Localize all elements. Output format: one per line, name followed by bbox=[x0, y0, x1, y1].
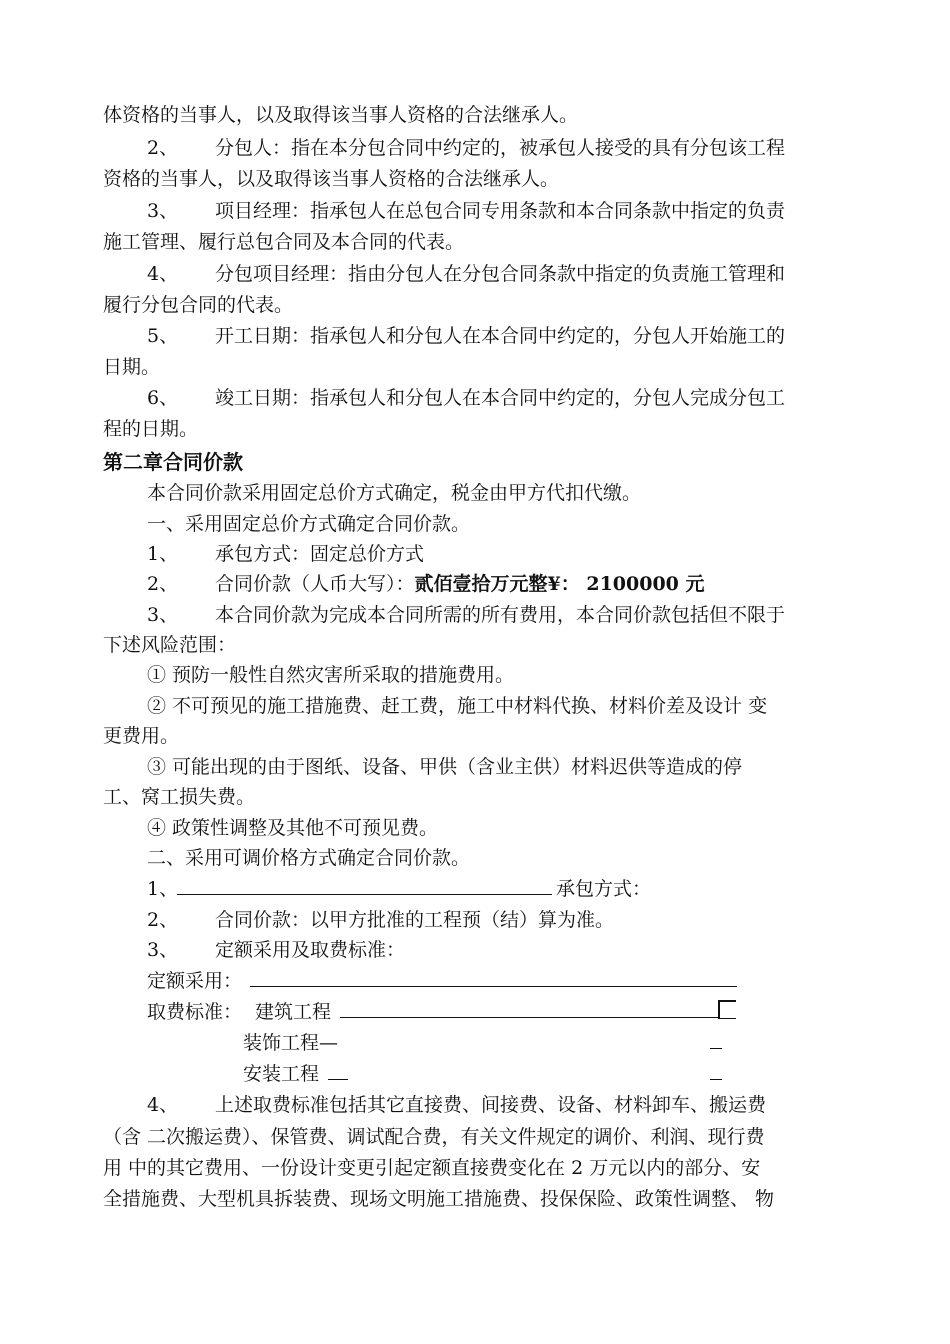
blank-underline bbox=[177, 876, 552, 895]
contract-amount: 贰佰壹拾万元整¥： 2100000 元 bbox=[414, 573, 705, 595]
blank-underline bbox=[710, 1061, 722, 1080]
bracket-mark bbox=[718, 1000, 736, 1019]
document-page: 体资格的当事人，以及取得该当事人资格的合法继承人。 2、 分包人：指在本分包合同中约定的，被承包人接受的具有分包该工程 资格的当事人，以及取得该当事人资格的合法继承人。 3、 项目经理：指承包人在总包合同专用条款和本合同条款中指定的负责 施工管理、履行总包合同及本合同的代表。 4、 分包项目经理：指由分包人在分包合同条款中指定的负责施工管理和 履行分包合同的代表。 5、 开工日期：指承包人和分包人在本合同中约定的，分包人开始施工的 日期。 6、 竣工日期：指承包人和分包人在本合同中约定的，分包人完成分包工 程的日期。 第二章合同价款 本合同价款采用固定总价方式确定，税金由甲方代扣代缴。 一、采用固定总价方式确定合同价款。 1、 承包方式：固定总价方式 2、 合同价款（人币大写）：贰佰壹拾万元整¥： 2100000 元 3、 本合同价款为完成本合同所需的所有费用，本合同价款包括但不限于 下述风险范围： ① 预防一般性自然灾害所采取的措施费用。 ② 不可预见的施工措施费、赶工费，施工中材料代换、材料价差及设计 变 更费用。 ③ 可能出现的由于图纸、设备、甲供（含业主供）材料迟供等造成的停 工、窝工损失费。 ④ 政策性调整及其他不可预见费。 二、采用可调价格方式确定合同价款。 1、 承包方式： 2、 合同价款：以甲方批准的工程预（结）算为准。 3、 定额采用及取费标准： 定额采用： 取费标准： 建筑工程 装饰工程— 安装工程 4、 上述取费标准包括其它直接费、间接费、设备、材料卸车、搬运费 （含 二次搬运费）、保管费、调试配合费，有关文件规定的调价、利润、现行费 用 中的其它费用、一份设计变更引起定额直接费变化在 2 万元以内的部分、安 全措施费、大型机具拆装费、现场文明施工措施费、投保保险、政策性调整、 物 bbox=[103, 104, 786, 1210]
blank-underline bbox=[340, 999, 718, 1018]
blank-underline bbox=[710, 1030, 722, 1049]
blank-underline bbox=[250, 968, 737, 987]
blank-underline bbox=[328, 1061, 348, 1080]
